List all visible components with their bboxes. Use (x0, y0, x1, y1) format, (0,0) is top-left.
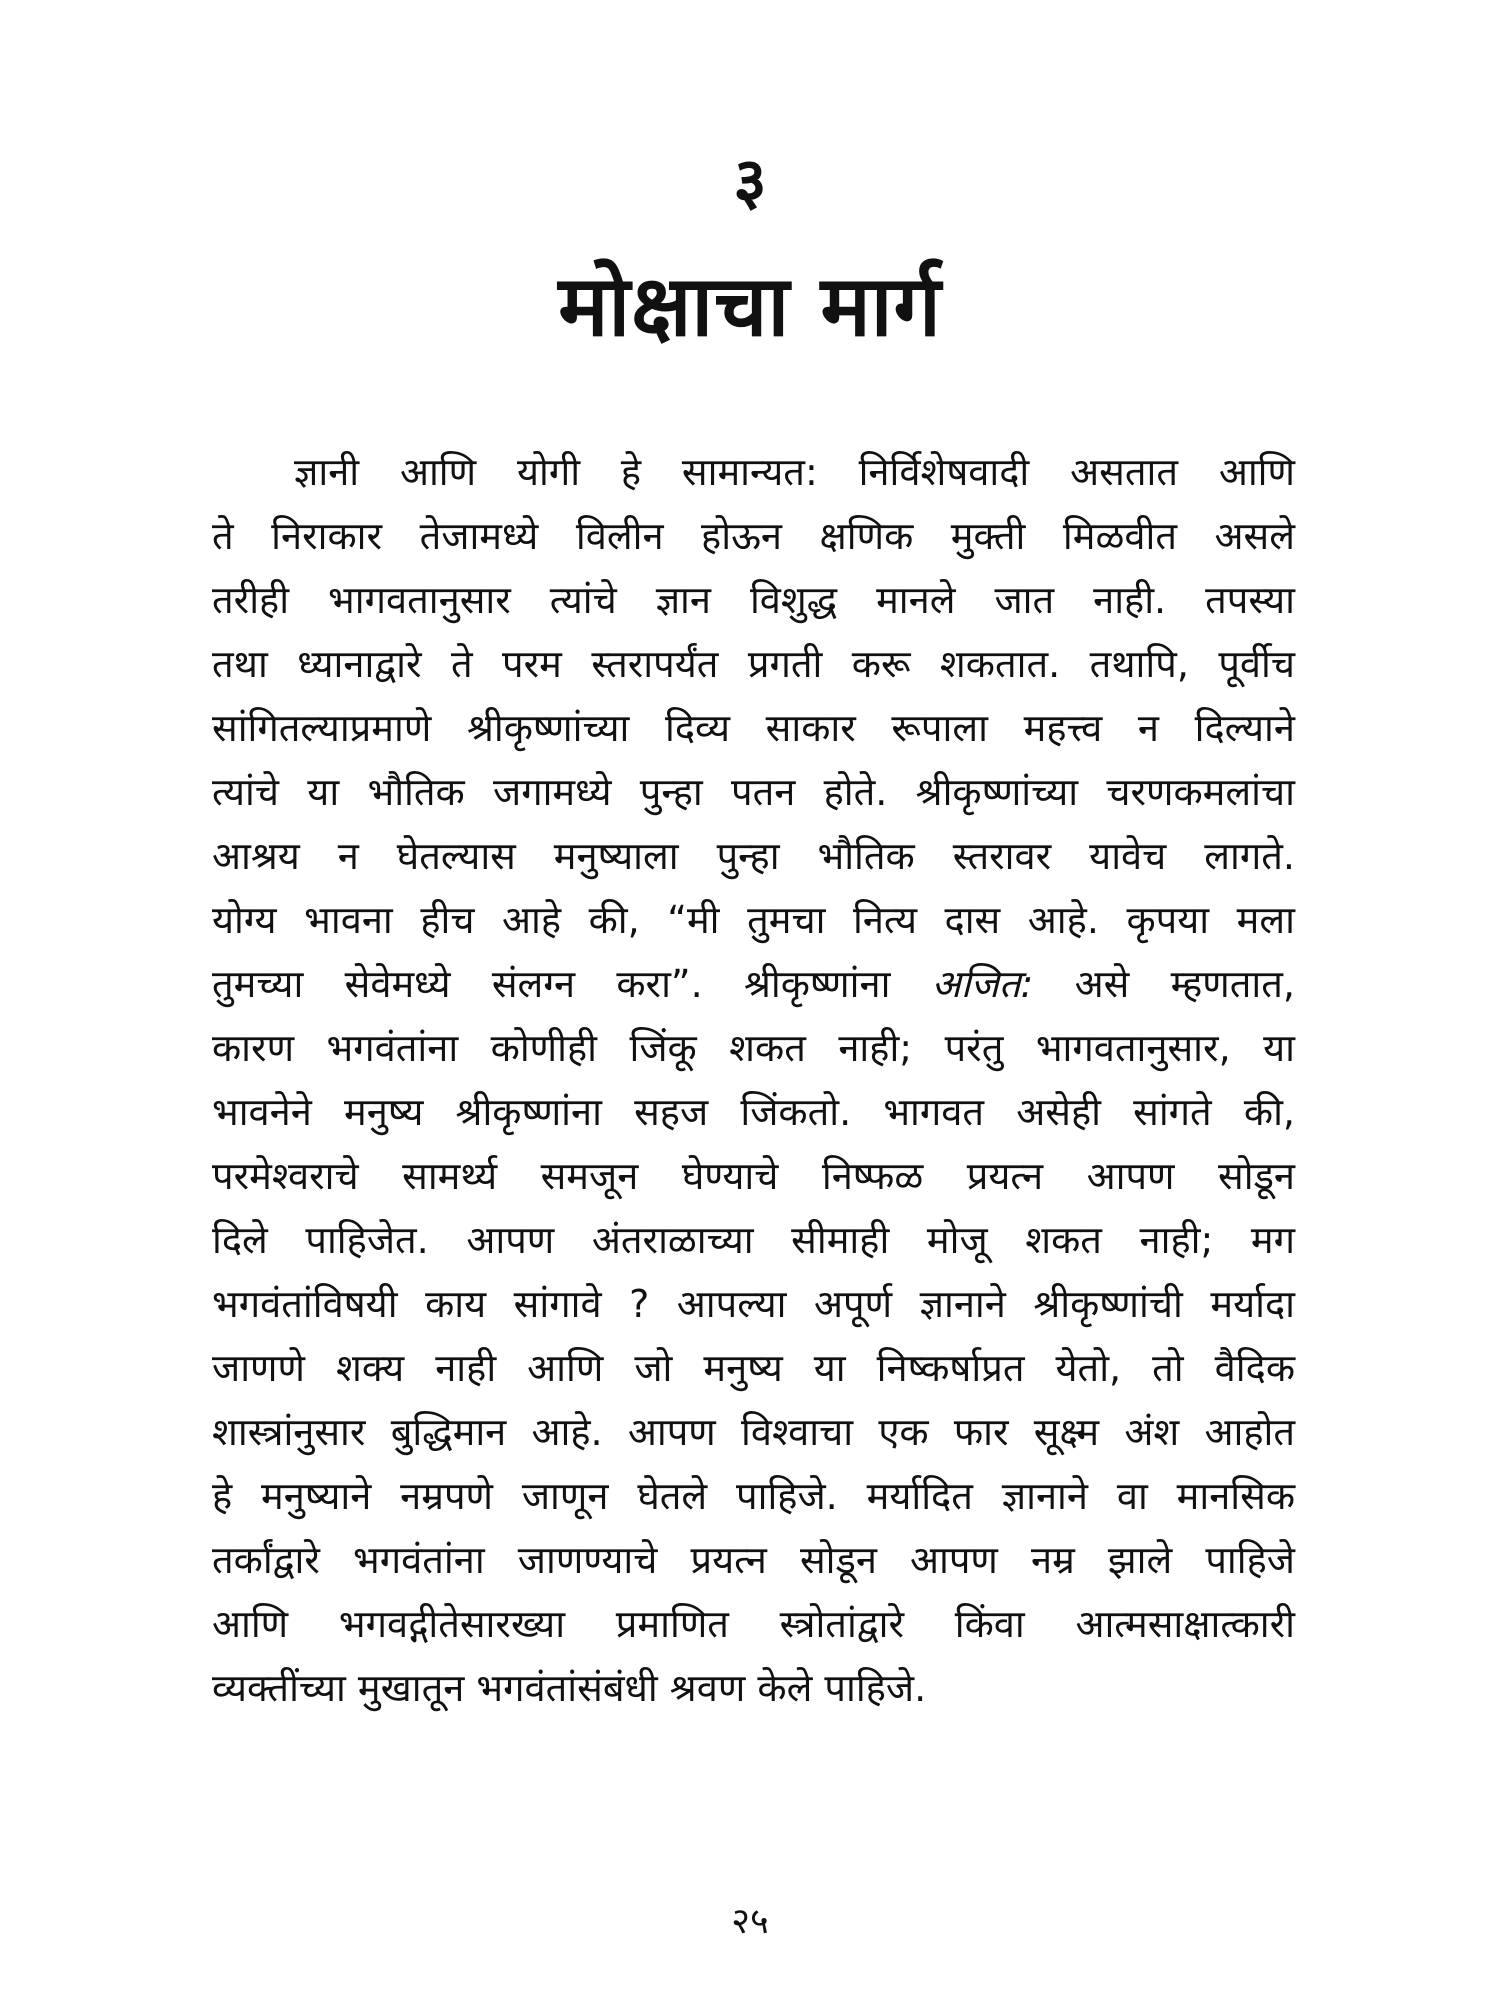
text-line: हे मनुष्याने नम्रपणे जाणून घेतले पाहिजे. मर्यादित ज्ञानाने वा मानसिक (212, 1474, 1295, 1518)
text-line: तरीही भागवतानुसार त्यांचे ज्ञान विशुद्ध मानले जात नाही. तपस्या (212, 578, 1295, 622)
text-line: तथा ध्यानाद्वारे ते परम स्तरापर्यंत प्रगती करू शकतात. तथापि, पूर्वीच (212, 642, 1295, 686)
text-line (212, 952, 1295, 1016)
text-line: जाणणे शक्य नाही आणि जो मनुष्य या निष्कर्षाप्रत येतो, तो वैदिक (212, 1346, 1295, 1390)
text-line: तर्कांद्वारे भगवंतांना जाणण्याचे प्रयत्न सोडून आपण नम्र झाले पाहिजे (212, 1538, 1295, 1582)
chapter-title: मोक्षाचा मार्ग (558, 257, 942, 355)
italic-term: अजित: (931, 962, 1034, 1006)
text-segment: तुमच्या सेवेमध्ये संलग्न करा”. श्रीकृष्णांना (212, 962, 932, 1006)
text-line: दिले पाहिजेत. आपण अंतराळाच्या सीमाही मोजू शकत नाही; मग (212, 1218, 1295, 1262)
text-line: भगवंतांविषयी काय सांगावे ? आपल्या अपूर्ण ज्ञानाने श्रीकृष्णांची मर्यादा (212, 1282, 1295, 1326)
text-line: परमेश्वराचे सामर्थ्य समजून घेण्याचे निष्फळ प्रयत्न आपण सोडून (212, 1154, 1295, 1198)
text-line: भावनेने मनुष्य श्रीकृष्णांना सहज जिंकतो. भागवत असेही सांगते की, (212, 1090, 1295, 1134)
text-line: सांगितल्याप्रमाणे श्रीकृष्णांच्या दिव्य साकार रूपाला महत्त्व न दिल्याने (212, 706, 1295, 750)
text-line: आणि भगवद्गीतेसारख्या प्रमाणित स्त्रोतांद्वारे किंवा आत्मसाक्षात्कारी (212, 1602, 1295, 1646)
text-line: आश्रय न घेतल्यास मनुष्याला पुन्हा भौतिक स्तरावर यावेच लागते. (212, 834, 1295, 878)
body-text (212, 440, 1295, 1720)
text-line: ज्ञानी आणि योगी हे सामान्यत: निर्विशेषवादी असतात आणि (294, 450, 1295, 494)
chapter-number: ३ (733, 145, 767, 219)
text-line: त्यांचे या भौतिक जगामध्ये पुन्हा पतन होते. श्रीकृष्णांच्या चरणकमलांचा (212, 770, 1295, 814)
text-line: कारण भगवंतांना कोणीही जिंकू शकत नाही; परंतु भागवतानुसार, या (212, 1026, 1295, 1070)
text-line: व्यक्तींच्या मुखातून भगवंतांसंबंधी श्रवण केले पाहिजे. (212, 1666, 927, 1710)
text-segment: असे म्हणतात, (1033, 962, 1296, 1006)
text-line: ते निराकार तेजामध्ये विलीन होऊन क्षणिक मुक्ती मिळवीत असले (212, 514, 1295, 558)
page-number: २५ (731, 1901, 769, 1942)
text-line: शास्त्रांनुसार बुद्धिमान आहे. आपण विश्वाचा एक फार सूक्ष्म अंश आहोत (212, 1410, 1295, 1454)
text-line: योग्य भावना हीच आहे की, “मी तुमचा नित्य दास आहे. कृपया मला (212, 898, 1295, 942)
